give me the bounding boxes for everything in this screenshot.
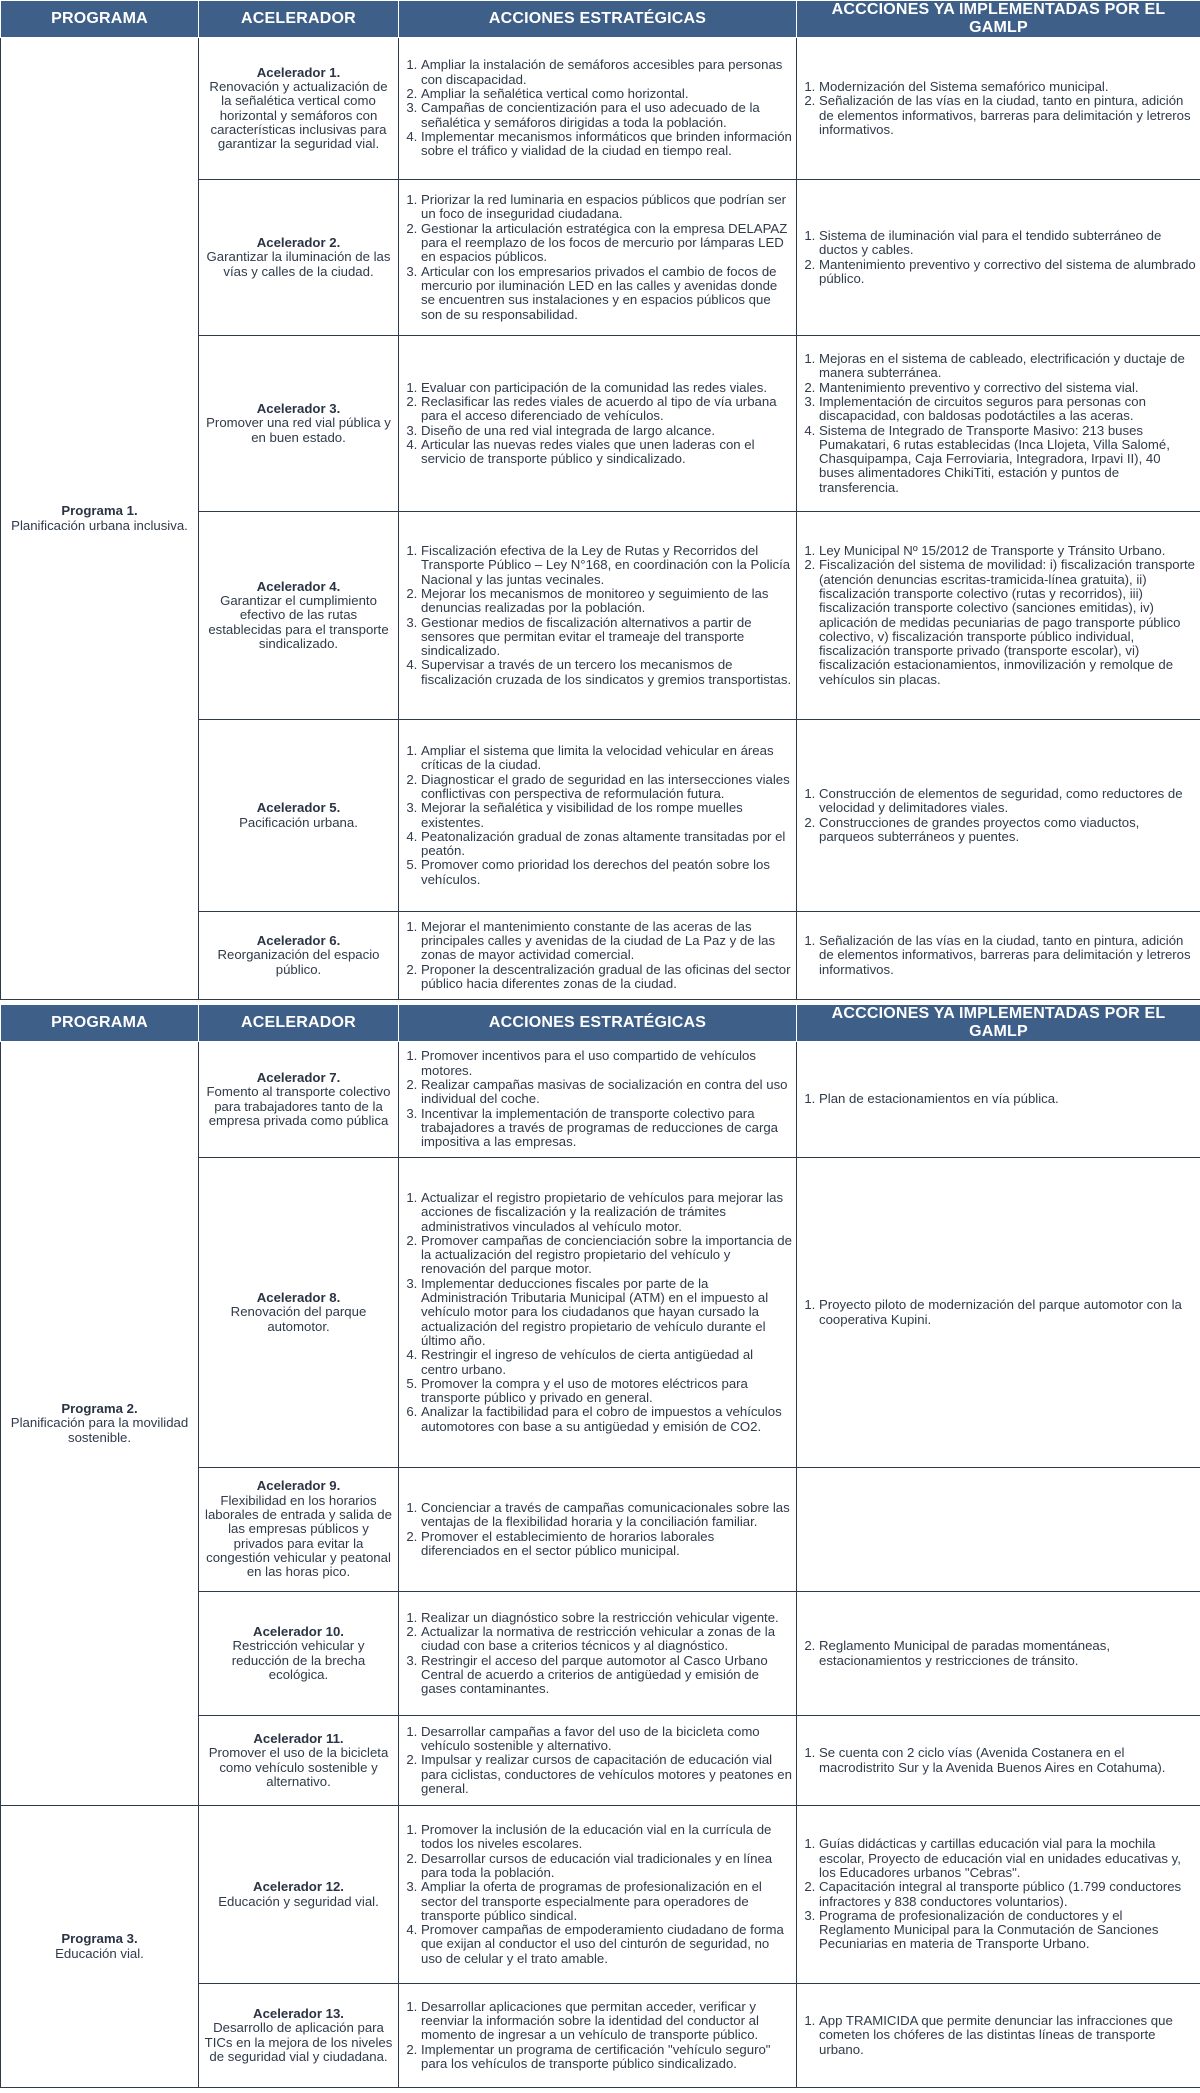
table-header-row xyxy=(1,1005,1200,1042)
program-desc: Planificación urbana inclusiva. xyxy=(11,517,188,533)
accelerator-desc: Garantizar el cumplimiento efectivo de las rutas establecidas para el transporte sindicalizado. xyxy=(208,593,389,651)
accelerator-desc: Restricción vehicular y reducción de la brecha ecológica. xyxy=(231,1638,366,1682)
accelerator-title: Acelerador 9. xyxy=(256,1478,341,1494)
program-cell xyxy=(1,38,199,1000)
list-item: 2. Impulsar y realizar cursos de capacitación de educación vial para ciclistas, conductores de vehículos motores y peatones en general. xyxy=(421,1753,792,1796)
list-item: 1. Guías didácticas y cartillas educación vial para la mochila escolar, Proyecto de educación vial en unidades educativas y, los Educadores urbanos "Cebras". xyxy=(819,1837,1196,1880)
list-item: 3. Implementar deducciones fiscales por parte de la Administración Tributaria Municipal (ATM) en el impuesto al vehículo motor para los ciudadanos que hayan cursado la actualización del registro propietario de vehículo durante el último año. xyxy=(421,1277,792,1348)
actions-list xyxy=(403,1049,792,1149)
list-item: 1. Proyecto piloto de modernización del parque automotor con la cooperativa Kupini. xyxy=(819,1298,1196,1327)
list-item: 3. Restringir el acceso del parque automotor al Casco Urbano Central de acuerdo a criterios de antigüedad y emisión de gases contaminantes. xyxy=(421,1654,792,1697)
list-item: 2. Diagnosticar el grado de seguridad en las intersecciones viales conflictivas con perspectiva de reformulación futura. xyxy=(421,773,792,802)
list-item: 4. Articular las nuevas redes viales que unen laderas con el servicio de transporte público y sindicalizado. xyxy=(421,438,792,467)
list-item: 1. Promover incentivos para el uso compartido de vehículos motores. xyxy=(421,1049,792,1078)
list-item: 2. Promover campañas de concienciación sobre la importancia de la actualización del registro propietario del vehículo y renovación del parque motor. xyxy=(421,1234,792,1277)
list-item: 2. Promover el establecimiento de horarios laborales diferenciados en el sector público municipal. xyxy=(421,1530,792,1559)
accelerator-title: Acelerador 11. xyxy=(253,1730,344,1746)
actions-cell xyxy=(399,38,797,180)
list-item: 2. Desarrollar cursos de educación vial tradicionales y en línea para toda la población. xyxy=(421,1852,792,1881)
header-acelerador: ACELERADOR xyxy=(199,1005,399,1042)
actions-cell xyxy=(399,1592,797,1716)
list-item: 1. App TRAMICIDA que permite denunciar las infracciones que cometen los chóferes de las distintas líneas de transporte urbano. xyxy=(819,2014,1196,2057)
accelerator-title: Acelerador 3. xyxy=(256,401,341,417)
implemented-cell xyxy=(797,1984,1200,2088)
actions-list xyxy=(403,2000,792,2071)
accelerator-cell xyxy=(199,1158,399,1468)
header-acciones: ACCIONES ESTRATÉGICAS xyxy=(399,1005,797,1042)
accelerator-desc: Reorganización del espacio público. xyxy=(217,947,380,977)
list-item: 1. Desarrollar aplicaciones que permitan acceder, verificar y reenviar la información sobre la identidad del conductor al momento de ingresar a un vehículo de transporte público. xyxy=(421,2000,792,2043)
header-programa: PROGRAMA xyxy=(1,1005,199,1042)
list-item: 2. Gestionar la articulación estratégica con la empresa DELAPAZ para el reemplazo de los focos de mercurio por lámparas LED en espacios públicos. xyxy=(421,222,792,265)
program-cell xyxy=(1,1806,199,2088)
actions-list xyxy=(403,1725,792,1796)
list-item: 1. Concienciar a través de campañas comunicacionales sobre las ventajas de la flexibilidad horaria y la conciliación familiar. xyxy=(421,1501,792,1530)
implemented-list xyxy=(801,229,1196,286)
accelerator-cell xyxy=(199,1592,399,1716)
list-item: 2. Implementar un programa de certificación "vehículo seguro" para los vehículos de transporte público sindicalizado. xyxy=(421,2043,792,2072)
accelerator-title: Acelerador 4. xyxy=(256,578,341,594)
actions-cell xyxy=(399,336,797,512)
accelerator-desc: Renovación del parque automotor. xyxy=(230,1304,367,1334)
program-title: Programa 2. xyxy=(61,1401,138,1417)
accelerator-desc: Promover el uso de la bicicleta como vehículo sostenible y alternativo. xyxy=(208,1745,389,1789)
actions-list xyxy=(403,381,792,467)
list-item: 2. Proponer la descentralización gradual de las oficinas del sector público hacia diferentes zonas de la ciudad. xyxy=(421,963,792,992)
actions-cell xyxy=(399,1984,797,2088)
list-item: 2. Mantenimiento preventivo y correctivo del sistema de alumbrado público. xyxy=(819,258,1196,287)
accelerator-desc: Renovación y actualización de la señalética vertical como horizontal y semáforos con características inclusivas para garantizar la seguridad vial. xyxy=(209,78,388,152)
header-implementadas: ACCCIONES YA IMPLEMENTADAS POR EL GAMLP xyxy=(797,1,1200,38)
list-item: 5. Promover como prioridad los derechos del peatón sobre los vehículos. xyxy=(421,858,792,887)
actions-list xyxy=(403,193,792,322)
list-item: 2. Reclasificar las redes viales de acuerdo al tipo de vía urbana para el acceso diferenciado de vehículos. xyxy=(421,395,792,424)
actions-cell xyxy=(399,1806,797,1984)
accelerator-desc: Garantizar la iluminación de las vías y calles de la ciudad. xyxy=(206,249,391,279)
table-header-row xyxy=(1,1,1200,38)
list-item: 3. Implementación de circuitos seguros para personas con discapacidad, con baldosas podotáctiles a las aceras. xyxy=(819,395,1196,424)
list-item: 1. Plan de estacionamientos en vía pública. xyxy=(819,1092,1196,1106)
list-item: 4. Restringir el ingreso de vehículos de cierta antigüedad al centro urbano. xyxy=(421,1348,792,1377)
header-implementadas: ACCCIONES YA IMPLEMENTADAS POR EL GAMLP xyxy=(797,1005,1200,1042)
accelerator-title: Acelerador 2. xyxy=(256,235,341,251)
list-item: 1. Evaluar con participación de la comunidad las redes viales. xyxy=(421,381,792,395)
program-title: Programa 3. xyxy=(61,1931,138,1947)
list-item: 1. Ley Municipal Nº 15/2012 de Transporte y Tránsito Urbano. xyxy=(819,544,1196,558)
list-item: 2. Mejorar los mecanismos de monitoreo y seguimiento de las denuncias realizadas por la población. xyxy=(421,587,792,616)
implemented-cell xyxy=(797,336,1200,512)
list-item: 2. Capacitación integral al transporte público (1.799 conductores infractores y 838 conductores voluntarios). xyxy=(819,1880,1196,1909)
list-item: 1. Promover la inclusión de la educación vial en la currícula de todos los niveles escolares. xyxy=(421,1823,792,1852)
list-item: 1. Fiscalización efectiva de la Ley de Rutas y Recorridos del Transporte Público – Ley N°168, en coordinación con la Policía Nacional y las juntas vecinales. xyxy=(421,544,792,587)
list-item: 1. Ampliar la instalación de semáforos accesibles para personas con discapacidad. xyxy=(421,58,792,87)
list-item: 1. Señalización de las vías en la ciudad, tanto en pintura, adición de elementos informativos, barreras para delimitación y letreros informativos. xyxy=(819,934,1196,977)
implemented-list xyxy=(801,1837,1196,1951)
table-row xyxy=(1,1806,1200,1984)
actions-cell xyxy=(399,180,797,336)
implemented-cell xyxy=(797,1042,1200,1158)
accelerator-title: Acelerador 7. xyxy=(256,1069,341,1085)
accelerator-title: Acelerador 1. xyxy=(256,64,341,80)
list-item: 2. Realizar campañas masivas de socialización en contra del uso individual del coche. xyxy=(421,1078,792,1107)
accelerator-cell xyxy=(199,1468,399,1592)
implemented-list xyxy=(801,544,1196,687)
list-item: 3. Articular con los empresarios privados el cambio de focos de mercurio por iluminación LED en las calles y avenidas donde se encuentren sus instalaciones y en espacios públicos que son de su responsabilidad. xyxy=(421,265,792,322)
actions-list xyxy=(403,920,792,991)
accelerator-desc: Educación y seguridad vial. xyxy=(218,1893,379,1909)
list-item: 1. Ampliar el sistema que limita la velocidad vehicular en áreas críticas de la ciudad. xyxy=(421,744,792,773)
actions-list xyxy=(403,1501,792,1558)
accelerator-cell xyxy=(199,1042,399,1158)
table-row xyxy=(1,1042,1200,1158)
accelerator-desc: Desarrollo de aplicación para TICs en la mejora de los niveles de seguridad vial y ciudadana. xyxy=(204,2020,393,2064)
actions-cell xyxy=(399,720,797,912)
list-item: 3. Ampliar la oferta de programas de profesionalización en el sector del transporte especialmente para operadores de transporte público sindical. xyxy=(421,1880,792,1923)
list-item: 4. Sistema de Integrado de Transporte Masivo: 213 buses Pumakatari, 6 rutas establecidas (Inca Llojeta, Villa Salomé, Chasquipampa, Caja Ferroviaria, Integradora, Irpavi II), 40 buses alimentadores ChikiTiti, estación y puntos de transferencia. xyxy=(819,424,1196,495)
list-item: 1. Mejorar el mantenimiento constante de las aceras de las principales calles y avenidas de la ciudad de La Paz y de las zonas de mayor actividad comercial. xyxy=(421,920,792,963)
accelerator-cell xyxy=(199,180,399,336)
list-item: 5. Promover la compra y el uso de motores eléctricos para transporte público y privado en general. xyxy=(421,1377,792,1406)
accelerator-cell xyxy=(199,912,399,1000)
accelerator-cell xyxy=(199,1806,399,1984)
actions-cell xyxy=(399,512,797,720)
actions-list xyxy=(403,744,792,887)
list-item: 2. Reglamento Municipal de paradas momentáneas, estacionamientos y restricciones de tránsito. xyxy=(819,1639,1196,1668)
table-programa-1 xyxy=(0,0,1200,1000)
accelerator-desc: Promover una red vial pública y en buen estado. xyxy=(206,415,391,445)
accelerator-cell xyxy=(199,1716,399,1806)
list-item: 3. Gestionar medios de fiscalización alternativos a partir de sensores que permitan evitar el trameaje del transporte sindicalizado. xyxy=(421,616,792,659)
implemented-list xyxy=(801,1092,1196,1106)
implemented-cell xyxy=(797,1592,1200,1716)
accelerator-cell xyxy=(199,1984,399,2088)
implemented-list xyxy=(801,352,1196,495)
actions-cell xyxy=(399,1716,797,1806)
accelerator-desc: Fomento al transporte colectivo para trabajadores tanto de la empresa privada como pública xyxy=(206,1084,391,1128)
implemented-list xyxy=(801,934,1196,977)
list-item: 2. Actualizar la normativa de restricción vehicular a zonas de la ciudad con base a criterios técnicos y al diagnóstico. xyxy=(421,1625,792,1654)
list-item: 1. Mejoras en el sistema de cableado, electrificación y ductaje de manera subterránea. xyxy=(819,352,1196,381)
accelerator-title: Acelerador 5. xyxy=(256,800,341,816)
actions-list xyxy=(403,58,792,158)
implemented-cell xyxy=(797,512,1200,720)
actions-list xyxy=(403,544,792,687)
accelerator-title: Acelerador 6. xyxy=(256,933,341,949)
list-item: 4. Peatonalización gradual de zonas altamente transitadas por el peatón. xyxy=(421,830,792,859)
implemented-cell xyxy=(797,38,1200,180)
implemented-cell xyxy=(797,1158,1200,1468)
implemented-cell xyxy=(797,1468,1200,1592)
program-desc: Planificación para la movilidad sostenible. xyxy=(10,1415,189,1445)
list-item: 2. Construcciones de grandes proyectos como viaductos, parqueos subterráneos y puentes. xyxy=(819,816,1196,845)
implemented-list xyxy=(801,1639,1196,1668)
accelerator-desc: Flexibilidad en los horarios laborales de entrada y salida de las empresas públicos y privados para evitar la congestión vehicular y peatonal en las horas pico. xyxy=(205,1492,392,1580)
list-item: 1. Desarrollar campañas a favor del uso de la bicicleta como vehículo sostenible y alternativo. xyxy=(421,1725,792,1754)
list-item: 1. Priorizar la red luminaria en espacios públicos que podrían ser un foco de inseguridad ciudadana. xyxy=(421,193,792,222)
program-cell xyxy=(1,1042,199,1806)
accelerator-cell xyxy=(199,512,399,720)
accelerator-title: Acelerador 13. xyxy=(253,2005,344,2021)
list-item: 3. Campañas de concientización para el uso adecuado de la señalética y semáforos dirigidas a toda la población. xyxy=(421,101,792,130)
table-programa-2-3 xyxy=(0,1004,1200,2088)
program-desc: Educación vial. xyxy=(55,1945,144,1961)
list-item: 1. Sistema de iluminación vial para el tendido subterráneo de ductos y cables. xyxy=(819,229,1196,258)
implemented-cell xyxy=(797,180,1200,336)
list-item: 4. Implementar mecanismos informáticos que brinden información sobre el tráfico y vialidad de la ciudad en tiempo real. xyxy=(421,130,792,159)
program-title: Programa 1. xyxy=(61,503,138,519)
header-programa: PROGRAMA xyxy=(1,1,199,38)
accelerator-desc: Pacificación urbana. xyxy=(239,814,358,830)
list-item: 1. Se cuenta con 2 ciclo vías (Avenida Costanera en el macrodistrito Sur y la Avenida Buenos Aires en Cotahuma). xyxy=(819,1746,1196,1775)
table-row xyxy=(1,38,1200,180)
actions-cell xyxy=(399,1158,797,1468)
list-item: 3. Incentivar la implementación de transporte colectivo para trabajadores a través de programas de reducciones de carga impositiva a las empresas. xyxy=(421,1107,792,1150)
implemented-cell xyxy=(797,1716,1200,1806)
actions-cell xyxy=(399,912,797,1000)
accelerator-title: Acelerador 8. xyxy=(256,1290,341,1306)
list-item: 2. Mantenimiento preventivo y correctivo del sistema vial. xyxy=(819,381,1196,395)
implemented-list xyxy=(801,80,1196,137)
actions-list xyxy=(403,1191,792,1434)
header-acciones: ACCIONES ESTRATÉGICAS xyxy=(399,1,797,38)
implemented-cell xyxy=(797,912,1200,1000)
list-item: 1. Modernización del Sistema semafórico municipal. xyxy=(819,80,1196,94)
list-item: 4. Promover campañas de empoderamiento ciudadano de forma que exijan al conductor el uso del cinturón de seguridad, no uso de celular y el trato amable. xyxy=(421,1923,792,1966)
accelerator-cell xyxy=(199,38,399,180)
list-item: 4. Supervisar a través de un tercero los mecanismos de fiscalización cruzada de los sindicatos y gremios transportistas. xyxy=(421,658,792,687)
list-item: 1. Construcción de elementos de seguridad, como reductores de velocidad y delimitadores viales. xyxy=(819,787,1196,816)
accelerator-cell xyxy=(199,720,399,912)
list-item: 1. Realizar un diagnóstico sobre la restricción vehicular vigente. xyxy=(421,1611,792,1625)
implemented-list xyxy=(801,1746,1196,1775)
list-item: 2. Señalización de las vías en la ciudad, tanto en pintura, adición de elementos informativos, barreras para delimitación y letreros informativos. xyxy=(819,94,1196,137)
actions-list xyxy=(403,1611,792,1697)
list-item: 2. Fiscalización del sistema de movilidad: i) fiscalización transporte (atención denuncias escritas-tramicida-línea gratuita), ii) fiscalización transporte colectivo (rutas y recorridos), iii) fiscalización transporte colectivo (sanciones emitidas), iv) aplicación de medidas pecuniarias de pago transporte público colectivo, v) fiscalización transporte público individual, fiscalización transporte privado (transporte escolar), vi) fiscalización estacionamientos, inmovilización y remolque de vehículos sin placas. xyxy=(819,558,1196,687)
list-item: 6. Analizar la factibilidad para el cobro de impuestos a vehículos automotores con base a su antigüedad y emisión de CO2. xyxy=(421,1405,792,1434)
implemented-list xyxy=(801,787,1196,844)
accelerator-cell xyxy=(199,336,399,512)
list-item: 3. Diseño de una red vial integrada de largo alcance. xyxy=(421,424,792,438)
implemented-list xyxy=(801,2014,1196,2057)
list-item: 2. Ampliar la señalética vertical como horizontal. xyxy=(421,87,792,101)
implemented-cell xyxy=(797,720,1200,912)
header-acelerador: ACELERADOR xyxy=(199,1,399,38)
list-item: 3. Mejorar la señalética y visibilidad de los rompe muelles existentes. xyxy=(421,801,792,830)
actions-list xyxy=(403,1823,792,1966)
implemented-cell xyxy=(797,1806,1200,1984)
actions-cell xyxy=(399,1468,797,1592)
list-item: 3. Programa de profesionalización de conductores y el Reglamento Municipal para la Conmutación de Sanciones Pecuniarias en materia de Transporte Urbano. xyxy=(819,1909,1196,1952)
accelerator-title: Acelerador 12. xyxy=(253,1879,344,1895)
implemented-list xyxy=(801,1298,1196,1327)
accelerator-title: Acelerador 10. xyxy=(253,1623,344,1639)
list-item: 1. Actualizar el registro propietario de vehículos para mejorar las acciones de fiscalización y la realización de trámites administrativos vinculados al vehículo motor. xyxy=(421,1191,792,1234)
actions-cell xyxy=(399,1042,797,1158)
